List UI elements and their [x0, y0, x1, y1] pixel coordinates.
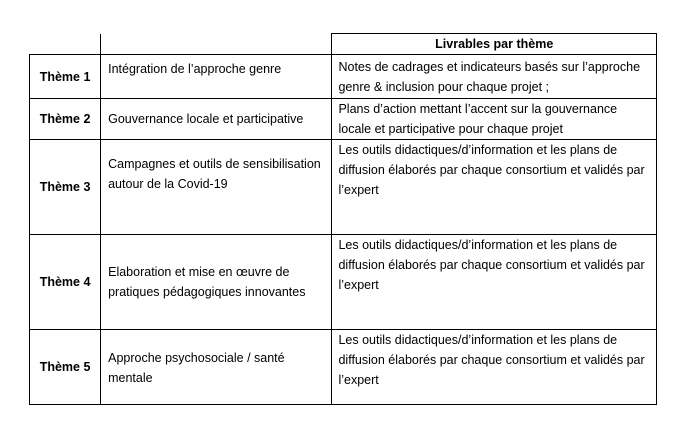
theme-label: Thème 2	[30, 99, 101, 140]
deliverables-table	[29, 33, 657, 405]
theme-deliverable: Les outils didactiques/d’information et les plans de diffusion élaborés par chaque consortium et validés par l’expert	[332, 330, 657, 405]
table-row	[30, 330, 657, 405]
theme-topic: Intégration de l’approche genre	[101, 55, 332, 99]
table-row	[30, 55, 657, 99]
empty-header-cell	[101, 34, 332, 55]
table-header-row	[30, 34, 657, 55]
table-row	[30, 140, 657, 235]
theme-label: Thème 4	[30, 235, 101, 330]
deliverables-table-container	[29, 33, 657, 405]
theme-label: Thème 1	[30, 55, 101, 99]
theme-deliverable: Plans d’action mettant l’accent sur la gouvernance locale et participative pour chaque projet	[332, 99, 657, 140]
empty-header-cell	[30, 34, 101, 55]
theme-label: Thème 5	[30, 330, 101, 405]
deliverables-header: Livrables par thème	[332, 34, 657, 55]
theme-label: Thème 3	[30, 140, 101, 235]
theme-topic: Campagnes et outils de sensibilisation autour de la Covid-19	[101, 140, 332, 235]
theme-deliverable: Les outils didactiques/d’information et les plans de diffusion élaborés par chaque consortium et validés par l’expert	[332, 235, 657, 330]
theme-topic: Gouvernance locale et participative	[101, 99, 332, 140]
theme-deliverable: Les outils didactiques/d’information et les plans de diffusion élaborés par chaque consortium et validés par l’expert	[332, 140, 657, 235]
table-row	[30, 99, 657, 140]
theme-topic: Elaboration et mise en œuvre de pratiques pédagogiques innovantes	[101, 235, 332, 330]
theme-deliverable: Notes de cadrages et indicateurs basés sur l’approche genre & inclusion pour chaque projet ;	[332, 55, 657, 99]
theme-topic: Approche psychosociale / santé mentale	[101, 330, 332, 405]
table-row	[30, 235, 657, 330]
